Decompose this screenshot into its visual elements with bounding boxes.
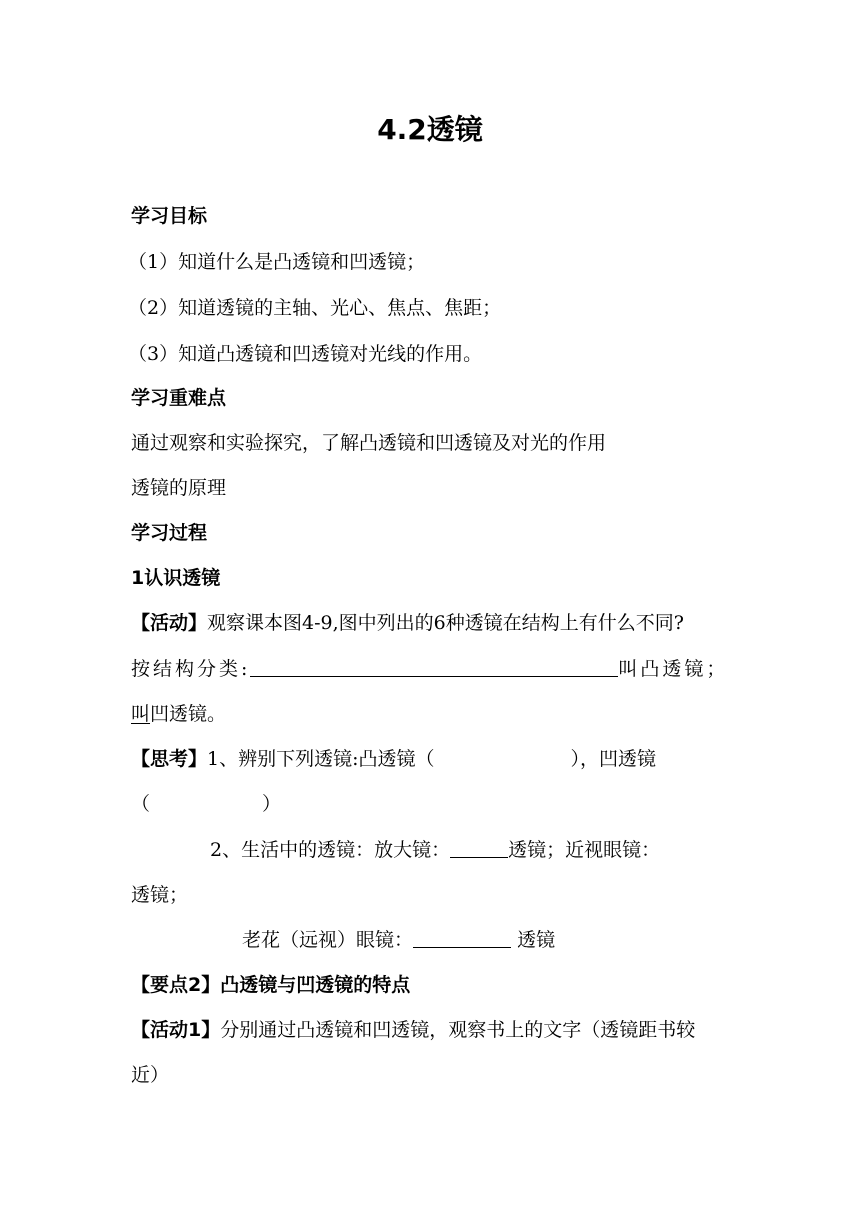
activity-label: 【活动】 [131,612,208,634]
life-text-a: 2、生活中的透镜：放大镜： [210,839,451,861]
point2-heading: 【要点2】凸透镜与凹透镜的特点 [131,974,411,996]
think-text-a: 1、辨别下列透镜:凸透镜（ [207,748,435,770]
activity1-label: 【活动1】 [131,1019,221,1041]
classify-line-2 [131,700,750,728]
presbyopia-line [242,926,750,954]
activity1-line [131,1016,750,1044]
page-title: 4.2透镜 [377,113,483,146]
life-lens-line [210,836,760,864]
think-line [131,745,750,773]
activity-text: 观察课本图4-9,图中列出的6种透镜在结构上有什么不同? [207,612,684,634]
think-line-2 [131,790,750,818]
goal-item-2: （2）知道透镜的主轴、光心、焦点、焦距； [128,297,502,319]
subsection-recognize-lens: 1认识透镜 [131,567,221,589]
presbyopia-blank[interactable] [413,927,511,948]
classify-line2-rest: 凹透镜。 [150,703,227,725]
magnifier-blank[interactable] [450,837,508,858]
classify-blank[interactable] [250,656,618,677]
goal-item-1: （1）知道什么是凸透镜和凹透镜； [128,251,426,273]
key-line-1: 通过观察和实验探究，了解凸透镜和凹透镜及对光的作用 [131,432,607,454]
goals-heading: 学习目标 [131,205,208,227]
presbyopia-text-b: 透镜 [517,929,556,951]
think-text-b: ），凹透镜 [570,748,657,770]
activity1-text: 分别通过凸透镜和凹透镜，观察书上的文字（透镜距书较 [220,1019,696,1041]
activity1-line-2: 近） [131,1064,170,1086]
classify-line [131,655,750,683]
life-lens-line-2: 透镜； [131,884,189,906]
think-label: 【思考】 [131,748,208,770]
classify-suffix: 叫凸透镜； [618,658,729,680]
think-paren-close: ） [262,793,282,815]
classify-line2-underlined: 叫 [131,703,151,725]
key-line-2: 透镜的原理 [131,477,227,499]
life-text-b: 透镜；近视眼镜： [508,839,661,861]
goal-item-3: （3）知道凸透镜和凹透镜对光线的作用。 [128,343,483,365]
presbyopia-text-a: 老花（远视）眼镜： [242,929,414,951]
classify-prefix: 按结构分类: [131,658,251,680]
process-heading: 学习过程 [131,522,208,544]
activity-paragraph [131,609,750,637]
think-paren-open: （ [131,793,151,815]
key-heading: 学习重难点 [131,387,227,409]
